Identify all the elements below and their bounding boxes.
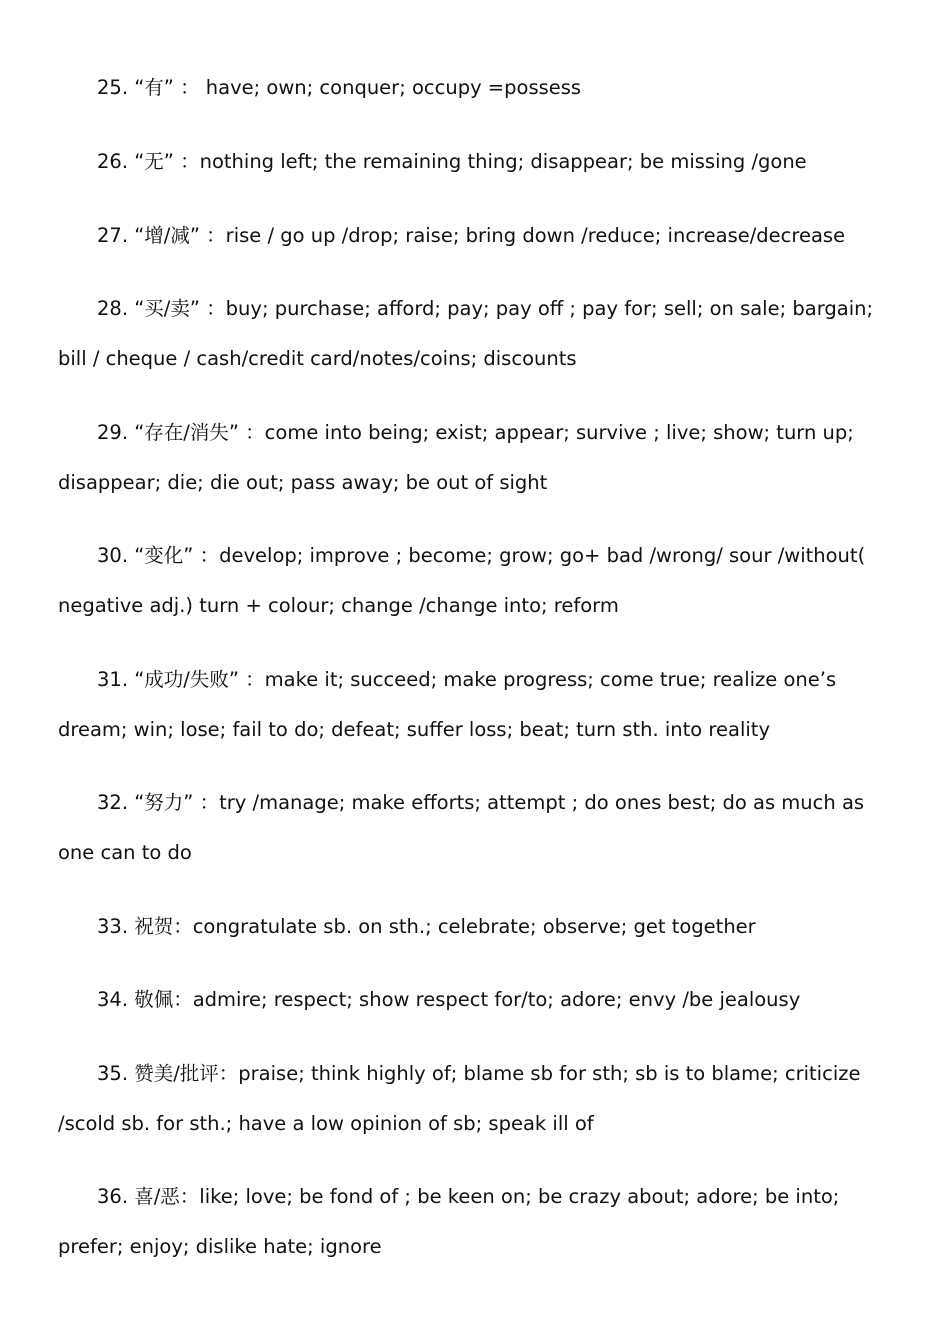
entry-32: 32. “努力” ：try /manage; make efforts; attempt ; do ones best; do as much as one can to do bbox=[58, 791, 865, 864]
entry-29: 29. “存在/消失” ：come into being; exist; appear; survive ; live; show; turn up; disappear; die; die out; pass away; be out of sight bbox=[58, 421, 854, 494]
entry-27: 27. “增/减” ：rise / go up /drop; raise; bring down /reduce; increase/decrease bbox=[97, 224, 846, 247]
entry-36: 36. 喜/恶：like; love; be fond of ; be keen on; be crazy about; adore; be into; prefer; enjoy; dislike hate; ignore bbox=[58, 1185, 840, 1258]
entry-28: 28. “买/卖” ：buy; purchase; afford; pay; pay off ; pay for; sell; on sale; bargain; bill / cheque / cash/credit card/notes/coins; discounts bbox=[58, 297, 874, 370]
entry-35: 35. 赞美/批评：praise; think highly of; blame sb for sth; sb is to blame; criticize /scold sb. for sth.; have a low opinion of sb; speak ill of bbox=[58, 1062, 861, 1135]
entry-31: 31. “成功/失败” ：make it; succeed; make progress; come true; realize one’s dream; win; lose; fail to do; defeat; suffer loss; beat; turn sth. into reality bbox=[58, 668, 837, 741]
entry-26: 26. “无” ：nothing left; the remaining thing; disappear; be missing /gone bbox=[97, 150, 807, 173]
entry-33: 33. 祝贺：congratulate sb. on sth.; celebrate; observe; get together bbox=[97, 915, 756, 938]
entry-25: 25. “有” ： have; own; conquer; occupy =possess bbox=[97, 76, 582, 99]
entry-30: 30. “变化” ：develop; improve ; become; grow; go+ bad /wrong/ sour /without( negative adj.) turn + colour; change /change into; reform bbox=[58, 544, 866, 617]
entry-34: 34. 敬佩：admire; respect; show respect for/to; adore; envy /be jealousy bbox=[97, 988, 801, 1011]
